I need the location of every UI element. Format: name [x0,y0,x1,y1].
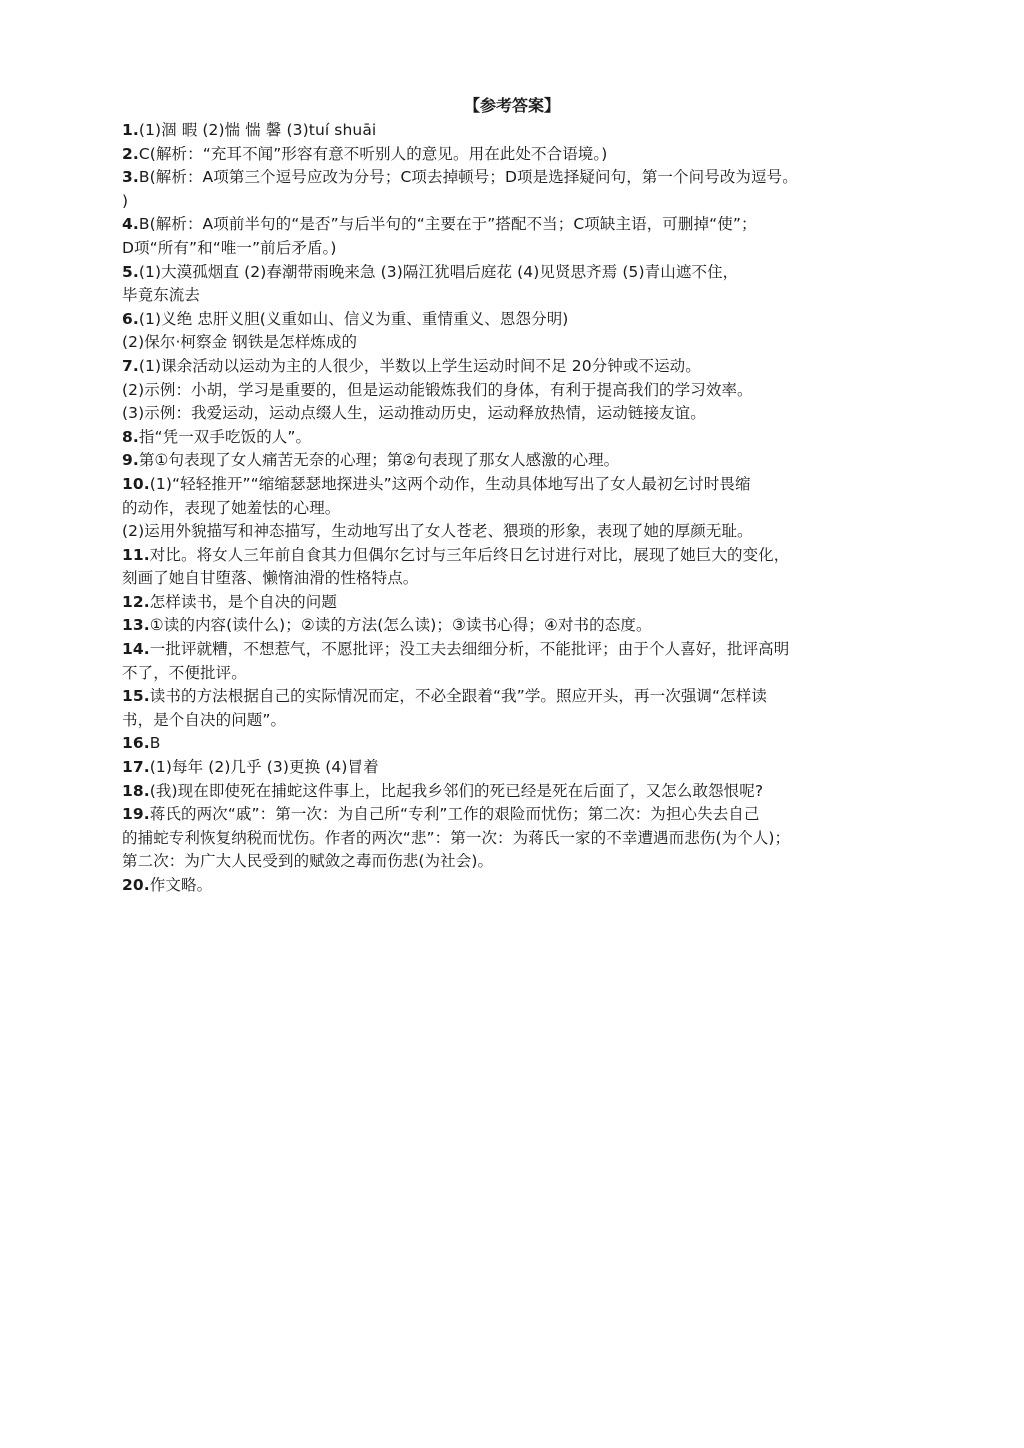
answer-text: 的捕蛇专利恢复纳税而忧伤。作者的两次“悲”：第一次：为蒋氏一家的不幸遭遇而悲伤(为个人)； [122,828,791,847]
answer-text: 刻画了她自甘堕落、懒惰油滑的性格特点。 [122,569,419,588]
answer-line [122,756,922,780]
answer-text: B(解析：A项前半句的“是否”与后半句的“主要在于”搭配不当；C项缺主语，可删掉“使”； [138,215,757,234]
answer-number: 6. [122,309,139,328]
answer-number: 5. [122,262,139,281]
answer-text: (2)示例：小胡，学习是重要的，但是运动能锻炼我们的身体，有利于提高我们的学习效率。 [122,380,753,399]
answer-number: 16. [122,734,150,753]
answer-line [122,497,922,521]
answer-text: B(解析：A项第三个逗号应改为分号；C项去掉顿号；D项是选择疑问句，第一个问号改为逗号。 [138,168,798,187]
answer-line [122,850,922,874]
answer-text: (2)保尔·柯察金 钢铁是怎样炼成的 [122,333,358,352]
answer-line [122,544,922,568]
answer-text: (2)运用外貌描写和神态描写，生动地写出了女人苍老、猥琐的形象，表现了她的厚颜无耻。 [122,522,753,541]
answer-number: 10. [122,474,150,493]
answer-text: 对比。将女人三年前自食其力但偶尔乞讨与三年后终日乞讨进行对比，展现了她巨大的变化， [149,545,790,564]
answer-text: (1)课余活动以运动为主的人很少，半数以上学生运动时间不足 20分钟或不运动。 [138,356,701,375]
answer-text: (1)大漠孤烟直 (2)春潮带雨晚来急 (3)隔江犹唱后庭花 (4)见贤思齐焉 (5)青山遮不住， [138,262,739,281]
answer-number: 17. [122,758,150,777]
answer-text: (1)涸 暇 (2)惴 惴 馨 (3)tuí shuāi [138,121,377,139]
answer-number: 11. [122,545,150,564]
answer-line [122,520,922,544]
answer-line [122,591,922,615]
answer-number: 14. [122,640,150,659]
answer-text: (我)现在即使死在捕蛇这件事上，比起我乡邻们的死已经是死在后面了，又怎么敢怨恨呢? [149,781,764,800]
answer-text: 第①句表现了女人痛苦无奈的心理；第②句表现了那女人感激的心理。 [138,451,620,470]
answer-line [122,874,922,898]
answer-text: ①读的内容(读什么)；②读的方法(怎么读)；③读书心得；④对书的态度。 [149,616,652,635]
answer-line [122,261,922,285]
answer-number: 4. [122,215,139,234]
answer-line [122,190,922,214]
answer-number: 2. [122,144,139,163]
answer-text: 蒋氏的两次“戚”：第一次：为自己所“专利”工作的艰险而忧伤；第二次：为担心失去自己 [149,805,760,824]
answer-line [122,803,922,827]
answer-line [122,331,922,355]
answer-text: (3)示例：我爱运动，运动点缀人生，运动推动历史，运动释放热情，运动链接友谊。 [122,404,706,423]
answer-text: B [149,734,161,753]
answer-text: 书，是个自决的问题”。 [122,710,287,729]
answer-line [122,119,922,143]
answer-text: 怎样读书，是个自决的问题 [149,592,337,611]
answer-line [122,308,922,332]
answer-number: 13. [122,616,150,635]
answer-line [122,426,922,450]
answer-line [122,213,922,237]
answer-line [122,166,922,190]
answer-line [122,662,922,686]
answer-line [122,143,922,167]
answer-text: 指“凭一双手吃饭的人”。 [138,427,312,446]
answer-number: 3. [122,168,139,187]
answer-text: D项“所有”和“唯一”前后矛盾。) [122,238,337,257]
answer-number: 20. [122,876,150,894]
answer-list [122,119,922,898]
answer-text: 毕竟东流去 [122,286,201,305]
answer-line [122,732,922,756]
answer-line [122,402,922,426]
answer-text: C(解析：“充耳不闻”形容有意不听别人的意见。用在此处不合语境。) [138,144,608,163]
answer-line [122,709,922,733]
page-title: 【参考答案】 [463,96,560,115]
answer-number: 7. [122,356,139,375]
answer-text: (1)每年 (2)几乎 (3)更换 (4)冒着 [149,758,379,777]
answer-line [122,780,922,804]
answer-text: 的动作，表现了她羞怯的心理。 [122,498,341,517]
answer-number: 12. [122,592,150,611]
answer-line [122,614,922,638]
answer-line [122,284,922,308]
answer-line [122,827,922,851]
answer-number: 15. [122,687,150,706]
answer-text: 不了，不便批评。 [122,663,247,682]
answer-text: (1)义绝 忠肝义胆(义重如山、信义为重、重情重义、恩怨分明) [138,309,569,328]
answer-line [122,473,922,497]
answer-number: 1. [122,121,139,139]
answer-line [122,237,922,261]
answer-text: ) [122,191,129,210]
answer-text: 一批评就糟，不想惹气，不愿批评；没工夫去细细分析，不能批评；由于个人喜好，批评高明 [149,640,790,659]
answer-line [122,638,922,662]
answer-line [122,449,922,473]
answer-number: 18. [122,781,150,800]
answer-text: 作文略。 [149,876,213,894]
answer-line [122,355,922,379]
answer-text: (1)“轻轻推开”“缩缩瑟瑟地探进头”这两个动作，生动具体地写出了女人最初乞讨时畏缩 [149,474,751,493]
answer-line [122,567,922,591]
answer-number: 8. [122,427,139,446]
answer-text: 第二次：为广大人民受到的赋敛之毒而伤悲(为社会)。 [122,852,494,871]
answer-line [122,379,922,403]
answer-text: 读书的方法根据自己的实际情况而定，不必全跟着“我”学。照应开头，再一次强调“怎样读 [149,687,767,706]
answer-line [122,685,922,709]
answer-number: 19. [122,805,150,824]
answer-number: 9. [122,451,139,470]
